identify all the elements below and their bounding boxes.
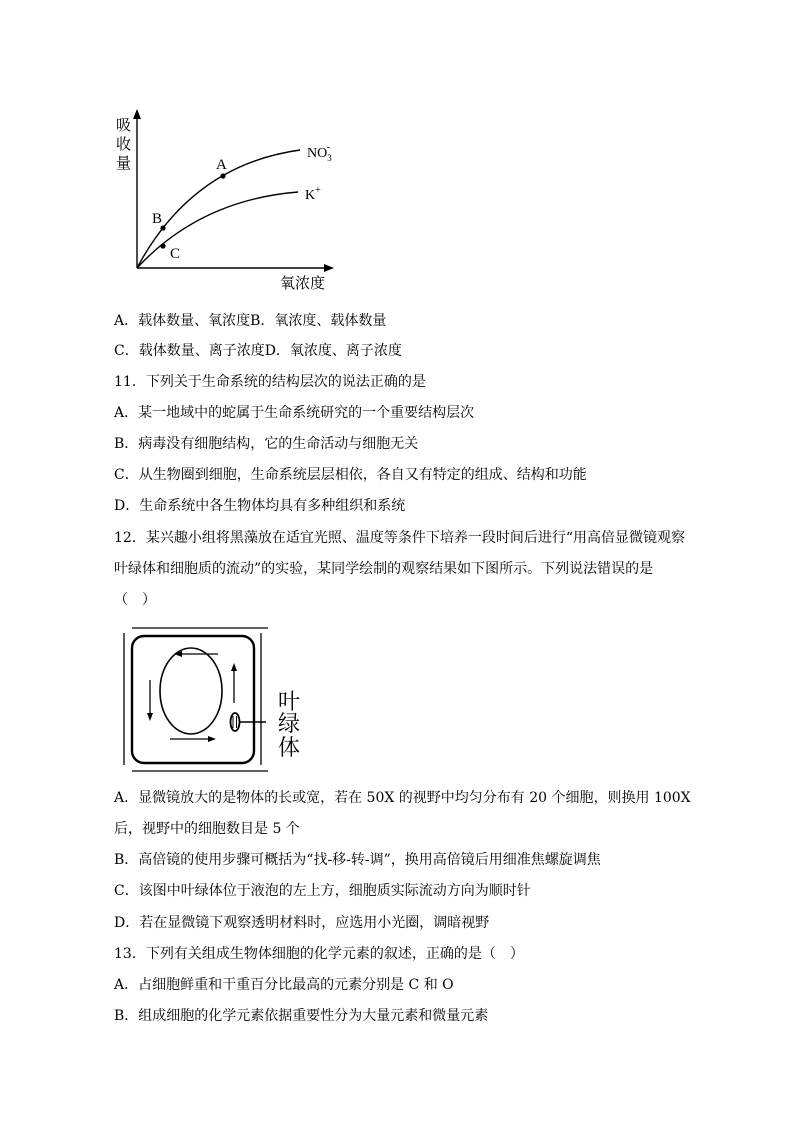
q12-option-d: D．若在显微镜下观察透明材料时，应选用小光圈，调暗视野 [114,915,490,931]
flow-arrow-bottom-head [208,736,216,742]
point-c-label: C [170,246,181,262]
q12-option-c: C．该图中叶绿体位于液泡的左上方，细胞质实际流动方向为顺时针 [114,883,531,899]
point-a-dot [220,173,225,178]
y-label-1: 吸 [116,116,132,134]
q11-option-c: C．从生物圈到细胞，生命系统层层相依，各自又有特定的组成、结构和功能 [114,467,587,483]
q12-stem-line3: （ ） [114,592,156,608]
cell-diagram [118,625,318,775]
y-axis-arrow [133,109,141,119]
q11-option-d: D．生命系统中各生物体均具有多种组织和系统 [114,498,406,514]
q13-option-b: B．组成细胞的化学元素依据重要性分为大量元素和微量元素 [114,1008,489,1024]
q10-options-line1: A．载体数量、氧浓度B．氧浓度、载体数量 [114,313,387,329]
q13-option-a: A．占细胞鲜重和干重百分比最高的元素分别是 C 和 O [114,977,454,993]
q12-option-a-line2: 后，视野中的细胞数目是 5 个 [114,821,300,837]
absorption-graph [100,105,360,300]
no3-label: $NO_3-$ [307,142,332,163]
flow-arrow-left-head [147,713,153,721]
chloroplast-label-2: 绿 [278,712,301,737]
chloroplast [231,713,240,731]
q12-option-b: B．高倍镜的使用步骤可概括为“找-移-转-调”，换用高倍镜后用细准焦螺旋调焦 [114,852,601,868]
q11-option-b: B．病毒没有细胞结构，它的生命活动与细胞无关 [114,436,419,452]
q13-stem: 13．下列有关组成生物体细胞的化学元素的叙述，正确的是（ ） [114,946,524,962]
q12-option-a-line1: A．显微镜放大的是物体的长或宽，若在 50X 的视野中均匀分布有 20 个细胞，则换用 100X [114,790,691,806]
x-label: 氧浓度 [280,274,326,292]
q11-option-a: A．某一地域中的蛇属于生命系统研究的一个重要结构层次 [114,405,475,421]
chloroplast-label-3: 体 [278,736,301,761]
x-axis-arrow [324,264,334,272]
point-c-dot [160,243,165,248]
q12-stem-line1: 12．某兴趣小组将黑藻放在适宜光照、温度等条件下培养一段时间后进行“用高倍显微镜观察 [114,530,685,546]
vacuole [160,648,222,734]
chloroplast-label-1: 叶 [278,690,301,715]
point-b-label: B [152,211,163,227]
y-label-2: 收 [116,135,132,153]
point-a-label: A [216,157,227,173]
flow-arrow-right-head [231,663,237,671]
q10-options-line2: C．载体数量、离子浓度D．氧浓度、离子浓度 [114,343,402,359]
q11-stem: 11．下列关于生命系统的结构层次的说法正确的是 [114,374,426,390]
k-label: K+ [305,185,321,203]
q12-stem-line2: 叶绿体和细胞质的流动”的实验，某同学绘制的观察结果如下图所示。下列说法错误的是 [114,561,654,577]
y-label-3: 量 [116,154,132,172]
